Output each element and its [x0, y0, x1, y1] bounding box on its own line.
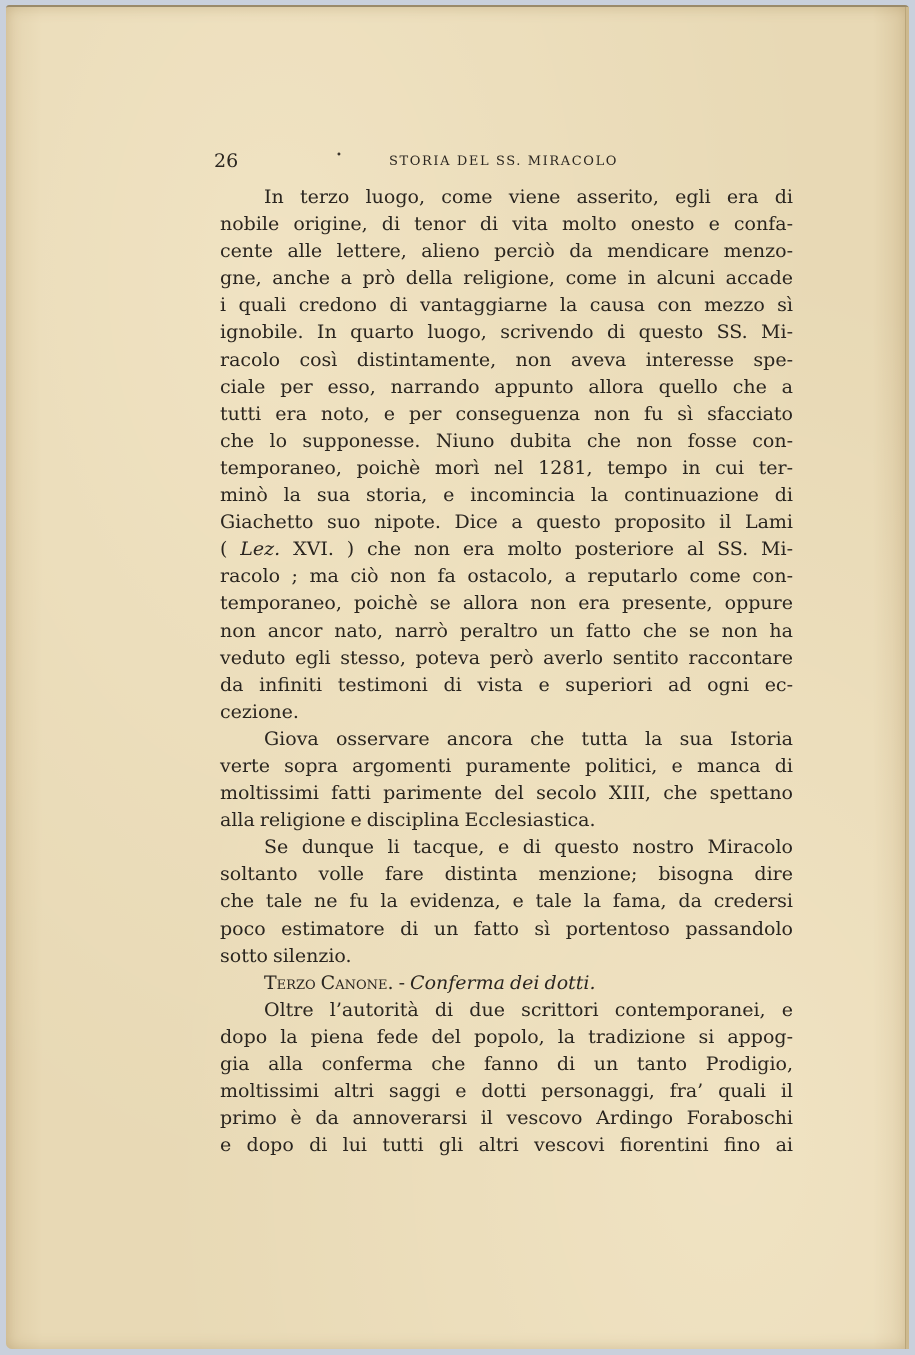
page-edge-fold — [905, 7, 909, 1349]
heading-canon: Terzo Canone. — [264, 971, 394, 994]
text-line: nobile origine, di tenor di vita molto onesto e confa- — [220, 213, 793, 236]
text-line: Se dunque li tacque, e di questo nostro Miracolo — [264, 836, 793, 859]
text-line: gne, anche a prò della religione, come in alcuni accade — [220, 267, 793, 290]
text-line: soltanto volle fare distinta menzione; bisogna dire — [220, 863, 793, 886]
text-line: temporaneo, poichè se allora non era presente, oppure — [220, 592, 793, 615]
citation-open: ( — [220, 538, 241, 561]
text-line: temporaneo, poichè morì nel 1281, tempo in cui ter- — [220, 456, 793, 479]
text-line: moltissimi fatti parimente del secolo XIII, che spettano — [220, 782, 793, 805]
text-line: dopo la piena fede del popolo, la tradizione si appog- — [220, 1025, 793, 1048]
citation-rest: XVI. ) che non era molto posteriore al SS. Mi- — [280, 538, 794, 561]
text-line: cezione. — [220, 700, 299, 723]
text-line: che tale ne fu la evidenza, e tale la fama, da credersi — [220, 890, 793, 913]
text-line: che lo supponesse. Niuno dubita che non fosse con- — [220, 429, 793, 452]
text-line: tutti era noto, e per conseguenza non fu sì sfacciato — [220, 402, 793, 425]
heading-subtitle: Conferma dei dotti. — [410, 971, 596, 994]
text-line: poco estimatore di un fatto sì portentoso passandolo — [220, 917, 793, 940]
text-line: da infiniti testimoni di vista e superiori ad ogni ec- — [220, 673, 793, 696]
text-line: non ancor nato, narrò peraltro un fatto che se non ha — [220, 619, 793, 642]
text-line: ciale per esso, narrando appunto allora quello che a — [220, 375, 793, 398]
text-line: sotto silenzio. — [220, 944, 352, 967]
text-line: racolo così distintamente, non aveva interesse spe- — [220, 348, 793, 371]
heading-dash: - — [393, 971, 411, 994]
text-line: gia alla conferma che fanno di un tanto Prodigio, — [220, 1053, 793, 1075]
body-text — [220, 184, 793, 1159]
text-line: cente alle lettere, alieno perciò da mendicare menzo- — [220, 240, 793, 263]
text-line: i quali credono di vantaggiarne la causa con mezzo sì — [220, 294, 793, 317]
text-line: Giova osservare ancora che tutta la sua Istoria — [264, 727, 793, 750]
text-line: e dopo di lui tutti gli altri vescovi fiorentini fino ai — [220, 1134, 793, 1157]
text-line: verte sopra argomenti puramente politici, e manca di — [220, 754, 793, 777]
text-line: alla religione e disciplina Ecclesiastica. — [220, 809, 596, 832]
ink-speck: • — [336, 150, 342, 161]
section-heading — [220, 970, 793, 997]
text-line: ignobile. In quarto luogo, scrivendo di questo SS. Mi- — [220, 321, 793, 344]
running-title: STORIA DEL SS. MIRACOLO — [389, 154, 619, 169]
text-line: primo è da annoverarsi il vescovo Ardingo Foraboschi — [220, 1107, 793, 1130]
text-line: Oltre l’autorità di due scrittori contemporanei, e — [264, 998, 793, 1021]
text-line-citation — [220, 536, 793, 563]
text-line: racolo ; ma ciò non fa ostacolo, a reputarlo come con- — [220, 565, 793, 588]
text-line: veduto egli stesso, poteva però averlo sentito raccontare — [220, 646, 793, 669]
text-line: moltissimi altri saggi e dotti personaggi, fra’ quali il — [220, 1080, 793, 1103]
running-header — [214, 150, 794, 172]
text-line: Giachetto suo nipote. Dice a questo proposito il Lami — [220, 511, 793, 534]
citation-abbrev: Lez. — [240, 538, 281, 561]
text-line: minò la sua storia, e incomincia la continuazione di — [220, 484, 793, 507]
page-number: 26 — [214, 150, 239, 172]
text-line: In terzo luogo, come viene asserito, egli era di — [264, 186, 793, 208]
